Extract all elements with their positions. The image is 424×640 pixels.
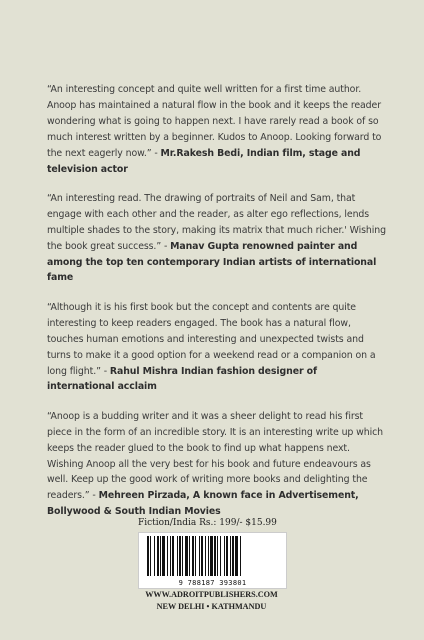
review-quote: “Anoop is a budding writer and it was a sheer delight to read his first piece in the form of an incredible story. It is an interesting write up which keeps the reader glued to the book to find up what happens next. Wishing Anoop all the very best for his book and future endeavours as well. Keep up the good work of writing more books and delighting the readers.” - xyxy=(47,410,383,502)
price-label: Fiction/India Rs.: 199/- $15.99 xyxy=(138,518,277,528)
review-quote: “Although it is his first book but the concept and contents are quite interesting to keep readers engaged. The book has a natural flow, touches human emotions and interesting and unexpected twists and turns to make it a good option for a weekend read or a companion on a long flight.” - xyxy=(47,301,376,377)
review-quote: “An interesting read. The drawing of portraits of Neil and Sam, that engage with each other and the reader, as alter ego reflections, lends multiple shades to the story, making its matrix that much richer.' Wishing the book great success.” - xyxy=(47,192,386,252)
review-author: Manav Gupta renowned painter and among the top ten contemporary Indian artists of international fame xyxy=(47,240,377,284)
barcode-digits: 9 788187 393801 xyxy=(178,579,247,587)
review-manav-gupta xyxy=(47,191,387,286)
publisher-city: NEW DELHI • KATHMANDU xyxy=(156,602,267,611)
review-author: Mehreen Pirzada, A known face in Advertisement, Bollywood & South Indian Movies xyxy=(47,490,359,518)
barcode xyxy=(138,532,287,589)
review-mehreen-pirzada xyxy=(47,409,387,520)
publisher-url: WWW.ADROITPUBLISHERS.COM xyxy=(145,590,278,599)
review-author: Mr.Rakesh Bedi, Indian film, stage and television actor xyxy=(47,147,361,175)
review-rahul-mishra xyxy=(47,300,387,395)
review-quote: “An interesting concept and quite well written for a first time author. Anoop has maintained a natural flow in the book and it keeps the reader wondering what is going to happen next. I have rarely read a book of so much interest written by a beginner. Kudos to Anoop. Looking forward to the next eagerly now.” - xyxy=(47,84,382,159)
review-author: Rahul Mishra Indian fashion designer of international acclaim xyxy=(47,365,317,393)
barcode-icon xyxy=(145,536,280,576)
reviews-section xyxy=(47,82,387,534)
review-rakesh-bedi xyxy=(47,82,387,177)
